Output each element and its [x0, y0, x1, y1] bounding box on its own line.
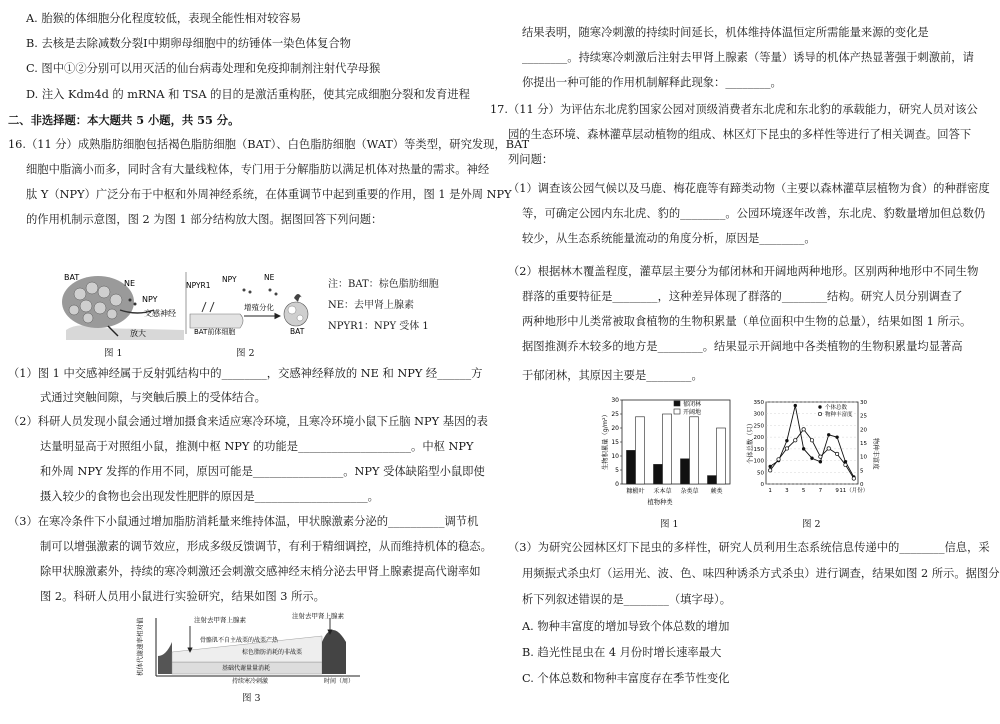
legend-marker: [818, 412, 821, 415]
note-line: 注：BAT：棕色脂肪细胞: [328, 279, 439, 290]
figure-3: [132, 612, 368, 684]
point-total: [768, 465, 771, 468]
q16-part: 图 2。科研人员用小鼠进行实验研究，结果如图 3 所示。: [40, 590, 325, 603]
fig1-ne-label: NE: [124, 279, 136, 288]
y-right-tick-label: 20: [860, 427, 867, 434]
q16-cont-line: 你提出一种可能的作用机制解释此现象：________。: [522, 76, 782, 89]
q17-option-c: C. 个体总数和物种丰富度存在季节性变化: [522, 672, 730, 685]
y-left-tick-label: 50: [757, 470, 764, 477]
q17-line: 园的生态环境、森林灌草层动植物的组成、林区灯下昆虫的多样性等进行了相关调查。回答下: [508, 128, 972, 141]
section-title: 二、非选择题：本大题共 5 小题，共 55 分。: [8, 113, 240, 127]
q17-line: 据图推测乔木较多的地方是________。结果显示开阔地中各类植物的生物积累量均显著高: [522, 340, 963, 353]
fig3-band-4: 持续寒冷刺激: [232, 678, 269, 685]
bar-chart-ylabel: 生物积累量（g/m²）: [602, 411, 609, 470]
legend-swatch: [674, 409, 680, 414]
point-richness: [852, 477, 855, 480]
point-total: [785, 439, 788, 442]
note-line: NE：去甲肾上腺素: [328, 300, 415, 311]
x-tick-label: 1: [768, 488, 772, 494]
x-tick-label: 蕨类: [710, 488, 723, 495]
q17-part: （3）为研究公园林区灯下昆虫的多样性，研究人员利用生态系统信息传递中的________信息，采: [508, 541, 990, 554]
fig2-caption: 图 2: [236, 348, 255, 359]
q16-part: （2）科研人员发现小鼠会通过增加摄食来适应寒冷环境，且寒冷环境小鼠下丘脑 NPY 基因的表: [8, 415, 488, 428]
point-richness: [810, 439, 813, 442]
bar: [690, 417, 699, 484]
line-chart: [746, 394, 878, 506]
q16-part: （1）图 1 中交感神经属于反射弧结构中的________，交感神经释放的 NE 和 NPY 经______方: [8, 367, 483, 380]
fig1-caption: 图 1: [104, 348, 123, 359]
x-tick-label: 11（月份）: [839, 488, 869, 494]
line-chart-ylabel-right: 物种丰富度: [872, 438, 879, 470]
bar-chart-xlabel: 植物种类: [647, 499, 673, 506]
series-line-richness: [770, 429, 854, 478]
q17-part: 析下列叙述错误的是________（填字母）。: [522, 593, 731, 606]
bar: [663, 414, 672, 484]
bar: [717, 428, 726, 484]
fig3-band-3: 基础代谢量量消耗: [222, 665, 271, 672]
fig3-ylabel: 机体代谢速率相对值: [136, 617, 144, 676]
legend-swatch: [674, 401, 680, 406]
q16-intro-line: 肽 Y（NPY）广泛分布于中枢和外周神经系统，在体重调节中起到重要的作用，图 1 是外周 NPY: [26, 188, 512, 201]
point-richness: [844, 463, 847, 466]
q16-part: 式通过突触间隙，与突触后膜上的受体结合。: [40, 391, 266, 404]
q16-part: 达量明显高于对照组小鼠，推测中枢 NPY 的功能是____________________。中枢 NPY: [40, 440, 474, 453]
y-right-tick-label: 10: [860, 454, 867, 461]
q17-line: （1）调查该公园气候以及马鹿、梅花鹿等有蹄类动物（主要以森林灌草层植物为食）的种群密度: [508, 182, 990, 195]
q17-line: 较少，从生态系统能量流动的角度分析，原因是________。: [522, 232, 816, 245]
fig3-band-2: 棕色脂肪消耗的非战栗: [242, 649, 303, 656]
fig3-band-1: 骨骼肌不自主战栗的战栗产热: [200, 637, 279, 644]
y-left-tick-label: 0: [760, 482, 764, 488]
q17-line: 群落的重要特征是________，这种差异体现了群落的________结构。研究人员分别调查了: [522, 290, 963, 303]
q17-line: 等，可确定公园内东北虎、豹的________。公园环境逐年改善，东北虎、豹数量增加但总数仍: [522, 207, 986, 220]
point-total: [819, 460, 822, 463]
q17-part: 用频振式杀虫灯（运用光、波、色、味四种诱杀方式杀虫）进行调查，结果如图 2 所示。据图分: [522, 567, 1000, 580]
note-line: NPYR1：NPY 受体 1: [328, 321, 429, 332]
point-richness: [819, 455, 822, 458]
bar: [627, 450, 636, 484]
option-b: B. 去核是去除减数分裂Ⅰ中期卵母细胞中的纺锤体一染色体复合物: [26, 37, 351, 50]
point-total: [835, 435, 838, 438]
point-richness: [835, 452, 838, 455]
q16-part: 除甲状腺激素外，持续的寒冷刺激还会刺激交感神经末梢分泌去甲肾上腺素提高代谢率如: [40, 565, 481, 578]
fig2-ne-label: NE: [264, 273, 275, 282]
fig1-bat-label: BAT: [64, 273, 80, 282]
y-tick-label: 20: [611, 425, 619, 432]
bar: [636, 417, 645, 484]
bar: [654, 464, 663, 484]
q17-option-a: A. 物种丰富度的增加导致个体总数的增加: [522, 620, 730, 633]
line-chart-ylabel-left: 个体总数（只）: [747, 419, 754, 464]
bar-chart: [598, 394, 738, 506]
fig1-npy-label: NPY: [142, 295, 158, 304]
figure-2: [184, 268, 320, 336]
y-left-tick-label: 250: [753, 423, 764, 430]
point-total: [794, 404, 797, 407]
x-tick-label: 9: [835, 488, 839, 494]
legend-label: 物种丰富度: [825, 412, 853, 418]
q17-line: 列问题：: [508, 153, 554, 166]
y-tick-label: 0: [615, 481, 619, 488]
x-tick-label: 7: [818, 488, 823, 494]
x-tick-label: 糠椴叶: [626, 488, 645, 495]
x-tick-label: 3: [785, 488, 789, 494]
q17-line: 17.（11 分）为评估东北虎豹国家公园对顶级消费者东北虎和东北豹的承载能力，研究人员对该公: [490, 103, 978, 116]
y-tick-label: 30: [611, 397, 619, 404]
q17-line: 于郁闭林，其原因主要是________。: [522, 369, 703, 382]
chart1-caption: 图 1: [660, 519, 679, 530]
bar: [708, 476, 717, 484]
y-left-tick-label: 100: [753, 458, 764, 465]
y-left-tick-label: 350: [753, 400, 764, 406]
x-tick-label: 5: [801, 488, 806, 494]
point-richness: [794, 439, 797, 442]
x-tick-label: 禾本草: [653, 488, 672, 495]
point-richness: [802, 428, 805, 431]
point-richness: [777, 458, 780, 461]
y-right-tick-label: 30: [860, 400, 867, 406]
y-right-tick-label: 25: [860, 413, 867, 420]
point-richness: [785, 447, 788, 450]
q16-cont-line: ________。持续寒冷刺激后注射去甲肾上腺素（等量）诱导的机体产热显著强于刺激前，请: [522, 51, 974, 64]
option-d: D. 注入 Kdm4d 的 mRNA 和 TSA 的目的是激活重构胚，使其完成细胞分裂和发育进程: [26, 88, 470, 101]
y-right-tick-label: 0: [860, 482, 864, 488]
q16-intro-line: 16.（11 分）成熟脂肪细胞包括褐色脂肪细胞（BAT）、白色脂肪细胞（WAT）等类型，研究发现，BAT: [8, 138, 530, 151]
point-richness: [768, 469, 771, 472]
point-total: [810, 457, 813, 460]
q16-part: 摄入较少的食物也会出现发性肥胖的原因是____________________。: [40, 490, 379, 503]
bar: [681, 459, 690, 484]
fig3-inject-1: 注射去甲肾上腺素: [194, 616, 246, 624]
y-right-tick-label: 5: [860, 468, 864, 475]
fig2-npyr1-label: NPYR1: [186, 281, 211, 290]
option-a: A. 胎猴的体细胞分化程度较低，表现全能性相对较容易: [26, 12, 302, 25]
q16-intro-line: 的作用机制示意图，图 2 为图 1 部分结构放大图。据图回答下列问题：: [26, 213, 383, 226]
point-total: [802, 447, 805, 450]
y-left-tick-label: 150: [753, 446, 764, 453]
fig2-arrow-label: 增殖分化: [244, 303, 274, 312]
legend-label: 个体总数: [825, 405, 848, 411]
y-left-tick-label: 300: [753, 411, 764, 418]
fig3-xlabel: 时间（周）: [324, 678, 355, 685]
chart2-caption: 图 2: [802, 519, 821, 530]
q16-part: 和外周 NPY 发挥的作用不同，原因可能是________________。NPY 受体缺陷型小鼠即使: [40, 465, 485, 478]
q16-intro-line: 细胞中脂滴小而多，同时含有大量线粒体，专门用于分解脂肪以满足机体对热量的需求。神经: [26, 163, 490, 176]
point-richness: [827, 447, 830, 450]
figure-1: [58, 270, 186, 342]
fig1-enlarge-label: 放大: [130, 329, 146, 338]
q17-line: （2）根据林木覆盖程度，灌草层主要分为郁闭林和开阔地两种地形。区别两种地形中不同生物: [508, 265, 979, 278]
q16-part: （3）在寒冷条件下小鼠通过增加脂肪消耗量来维持体温，甲状腺激素分泌的__________调节机: [8, 515, 479, 528]
legend-label: 开阔地: [683, 409, 702, 416]
x-tick-label: 杂类草: [680, 488, 699, 495]
y-right-tick-label: 15: [860, 441, 867, 447]
fig2-precursor-label: BAT前体细胞: [194, 328, 236, 336]
q17-option-b: B. 趋光性昆虫在 4 月份时增长速率最大: [522, 646, 722, 659]
y-tick-label: 15: [611, 439, 619, 446]
legend-label: 郁闭林: [683, 401, 702, 408]
option-c: C. 图中①②分别可以用灭活的仙台病毒处理和免疫抑制剂注射代孕母猴: [26, 62, 381, 75]
fig3-inject-2: 注射去甲肾上腺素: [292, 612, 344, 620]
fig1-nerve-label: 交感神经: [144, 309, 176, 318]
y-left-tick-label: 200: [753, 435, 764, 442]
q17-line: 两种地形中儿类常被取食植物的生物积累量（单位面积中生物的总量），结果如图 1 所示。: [522, 315, 972, 328]
q16-part: 制可以增强激素的调节效应，形成多级反馈调节，有利于精细调控，从而维持机体的稳态。: [40, 540, 492, 553]
q16-cont-line: 结果表明，随寒冷刺激的持续时间延长，机体维持体温恒定所需能量来源的变化是: [522, 26, 929, 39]
y-tick-label: 10: [611, 453, 619, 460]
fig3-caption: 图 3: [242, 693, 261, 704]
fig2-bat-label: BAT: [290, 327, 305, 336]
fig2-npy-label: NPY: [222, 275, 237, 284]
y-tick-label: 5: [615, 467, 619, 474]
point-total: [827, 433, 830, 436]
legend-marker: [818, 405, 821, 408]
y-tick-label: 25: [611, 411, 619, 418]
